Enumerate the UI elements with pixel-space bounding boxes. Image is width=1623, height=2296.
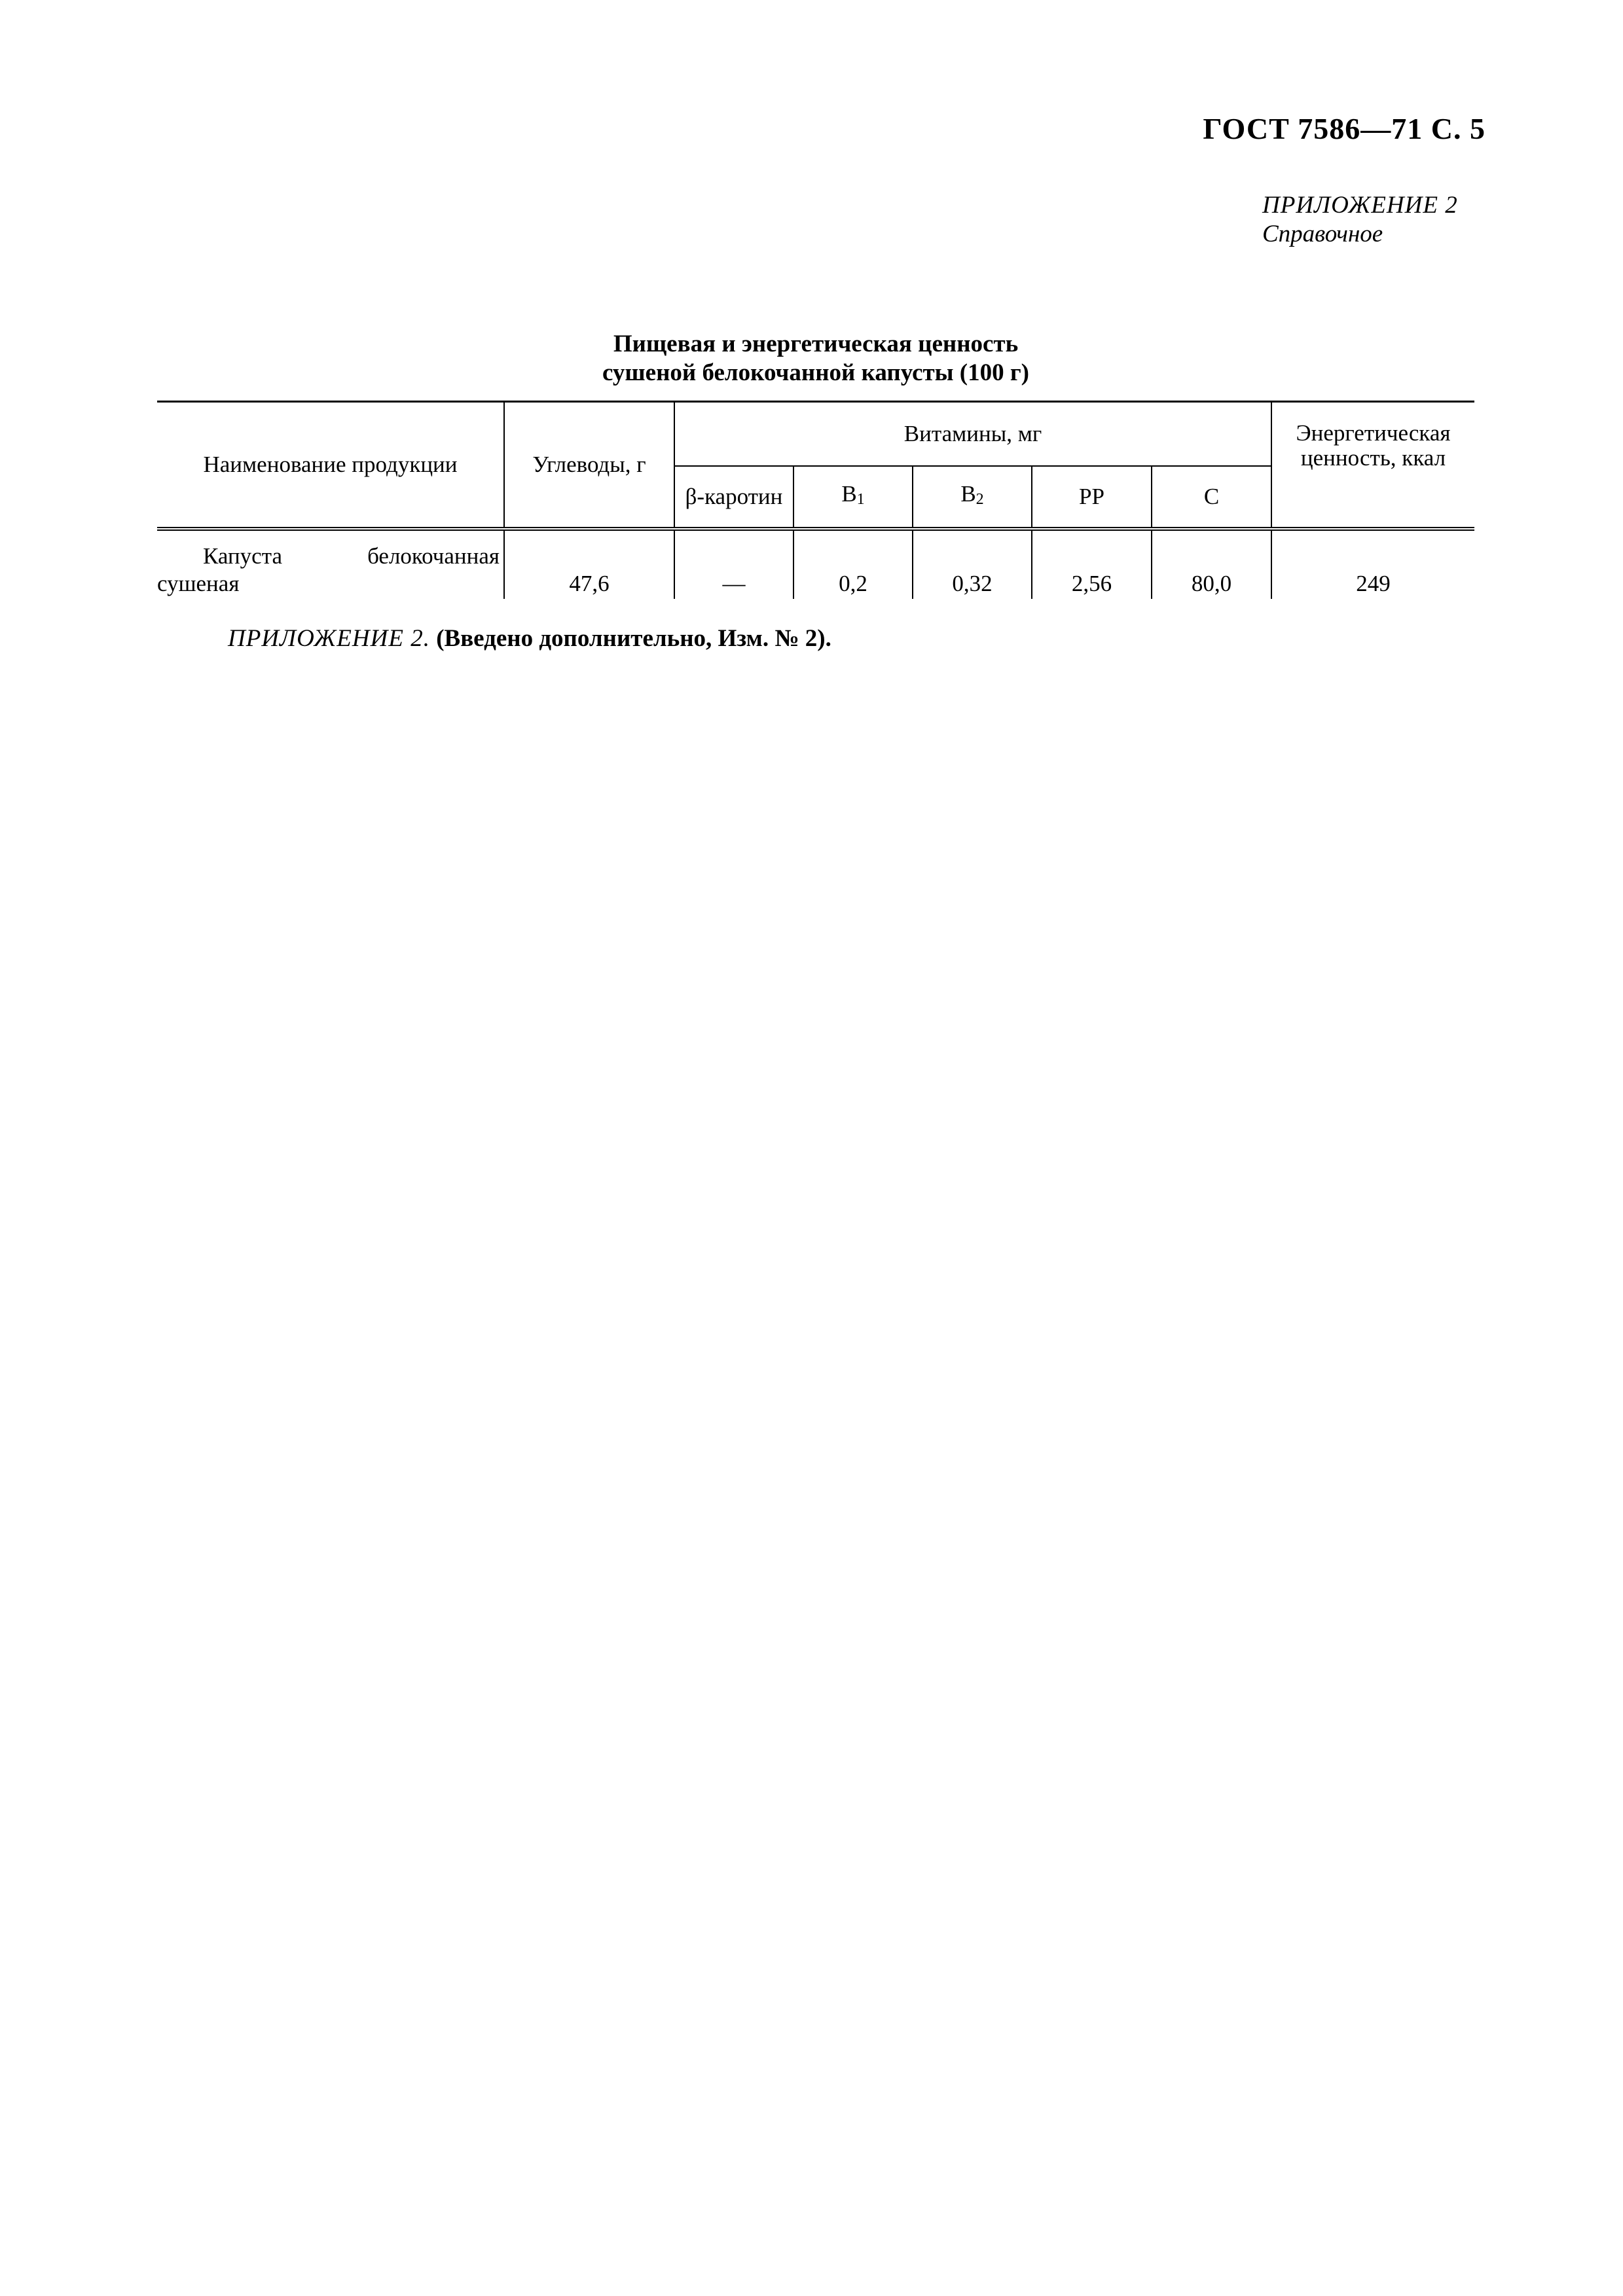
header-vitamins: Витамины, мг [674, 402, 1271, 467]
table-title-line1: Пищевая и энергетическая ценность [613, 331, 1019, 357]
header-b1-letter: В [841, 481, 857, 507]
header-carbs: Углеводы, г [504, 402, 674, 529]
header-b1 [793, 466, 913, 529]
product-name [157, 543, 500, 598]
header-b1-sub: 1 [856, 491, 865, 508]
header-beta-carotene: β-каротин [674, 466, 793, 529]
appendix-block [1262, 191, 1458, 249]
header-energy: Энергетическая ценность, ккал [1271, 402, 1474, 529]
header-c: С [1152, 466, 1271, 529]
appendix-label: ПРИЛОЖЕНИЕ 2 [1262, 192, 1458, 219]
page-header-doc-ref: ГОСТ 7586—71 С. 5 [1203, 112, 1486, 145]
footer-note-text: (Введено дополнительно, Изм. № 2). [436, 625, 831, 652]
header-b2 [913, 466, 1032, 529]
header-b2-letter: В [960, 481, 976, 507]
footer-note [228, 624, 831, 653]
cell-energy: 249 [1271, 529, 1474, 599]
header-pp: РР [1032, 466, 1152, 529]
table-title [157, 330, 1474, 387]
appendix-kind: Справочное [1262, 221, 1383, 247]
nutrition-table [157, 401, 1474, 599]
cell-c: 80,0 [1152, 529, 1271, 599]
product-name-line2: сушеная [157, 571, 240, 596]
cell-b1: 0,2 [793, 529, 913, 599]
table-header-row-1 [157, 402, 1474, 467]
header-product: Наименование продукции [157, 402, 504, 529]
table-title-line2: сушеной белокочанной капусты (100 г) [602, 359, 1029, 386]
footer-note-label: ПРИЛОЖЕНИЕ 2. [228, 625, 430, 652]
product-name-line1: Капуста белокочанная [203, 543, 500, 569]
cell-pp: 2,56 [1032, 529, 1152, 599]
cell-beta-carotene: — [674, 529, 793, 599]
header-b2-sub: 2 [976, 491, 984, 508]
cell-b2: 0,32 [913, 529, 1032, 599]
cell-carbs: 47,6 [504, 529, 674, 599]
table-row [157, 529, 1474, 599]
cell-product [157, 529, 504, 599]
